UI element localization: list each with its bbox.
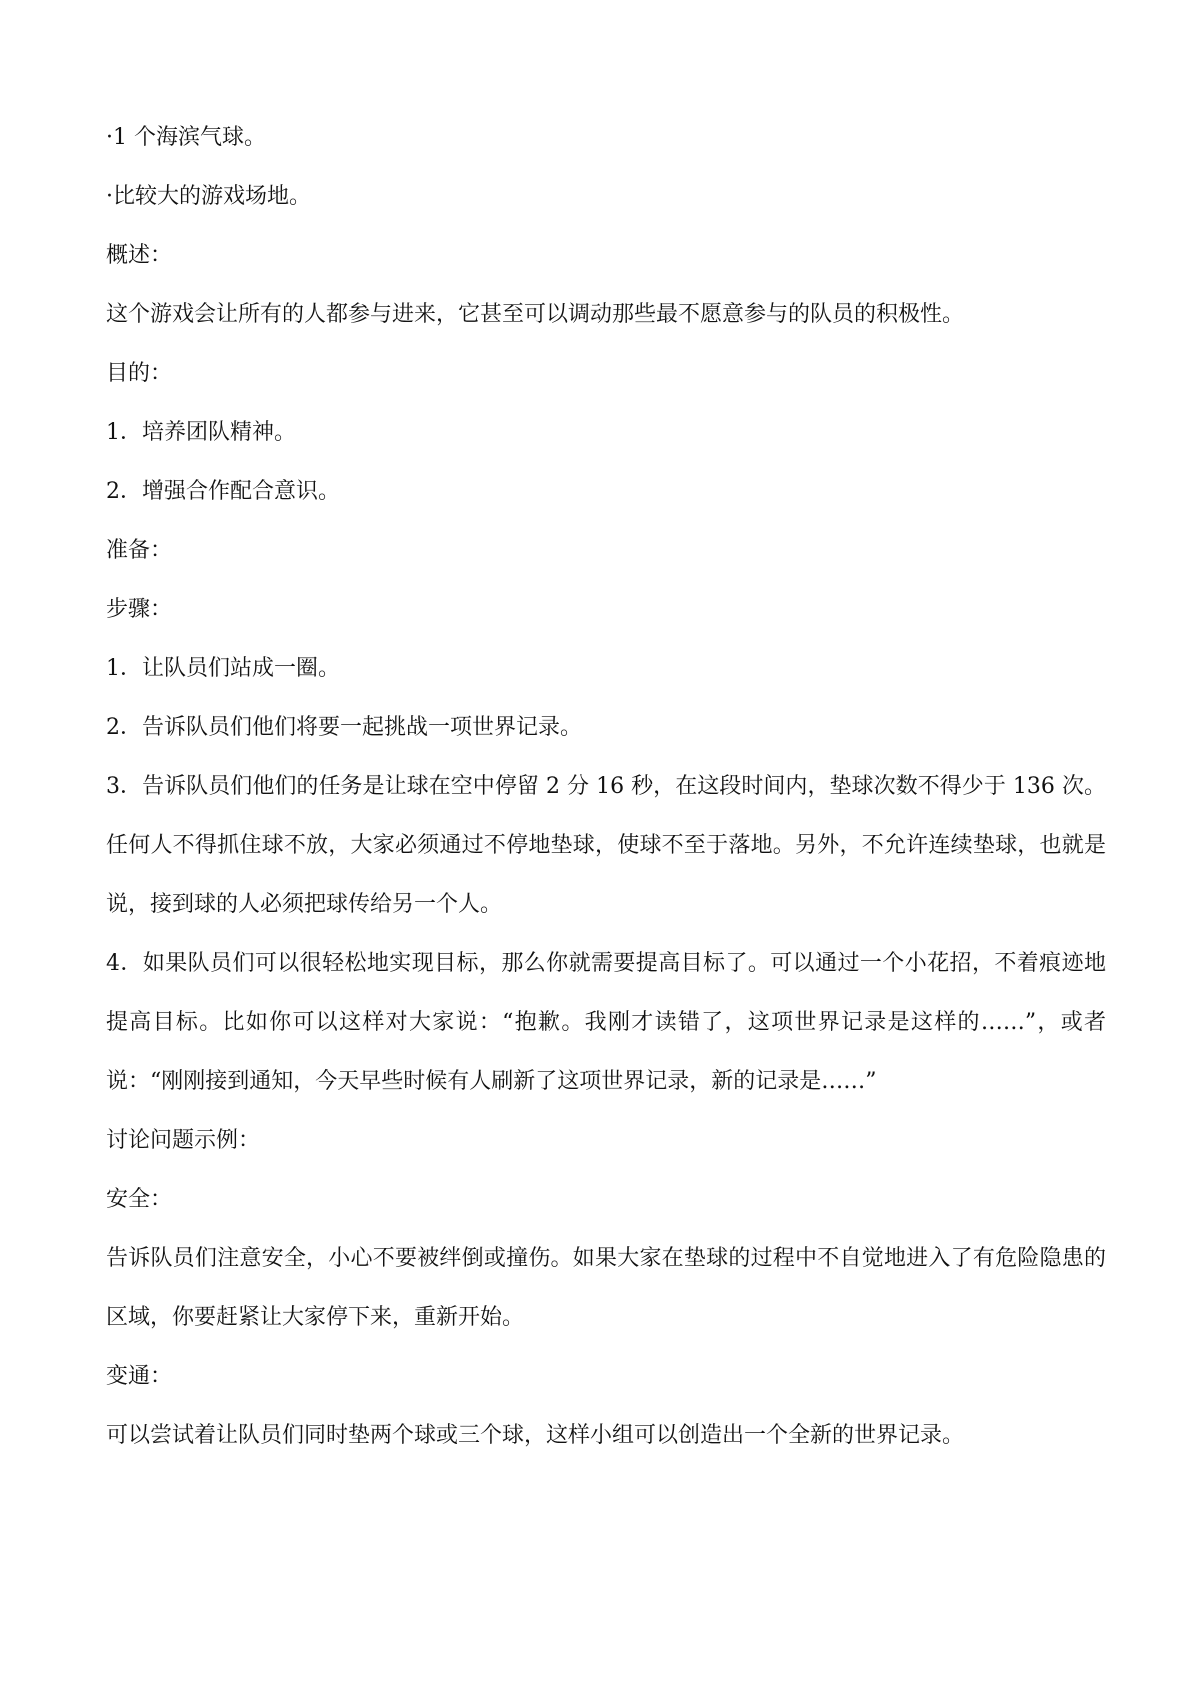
purpose-item-1: 1．培养团队精神。 bbox=[106, 420, 296, 445]
variation-text: 可以尝试着让队员们同时垫两个球或三个球，这样小组可以创造出一个全新的世界记录。 bbox=[106, 1423, 965, 1448]
section-heading-purpose: 目的： bbox=[106, 361, 173, 386]
step-2: 2．告诉队员们他们将要一起挑战一项世界记录。 bbox=[106, 715, 582, 740]
step-4: 4．如果队员们可以很轻松地实现目标，那么你就需要提高目标了。可以通过一个小花招，不着痕迹地提高目标。比如你可以这样对大家说：“抱歉。我刚才读错了，这项世界记录是这样的……”，或者说：“刚刚接到通知，今天早些时候有人刷新了这项世界记录，新的记录是……” bbox=[106, 951, 1106, 1094]
document-page bbox=[106, 108, 1106, 1465]
section-heading-discussion: 讨论问题示例： bbox=[106, 1128, 261, 1153]
section-heading-preparation: 准备： bbox=[106, 538, 173, 563]
overview-text: 这个游戏会让所有的人都参与进来，它甚至可以调动那些最不愿意参与的队员的积极性。 bbox=[106, 302, 965, 327]
section-heading-overview: 概述： bbox=[106, 243, 173, 268]
step-1: 1．让队员们站成一圈。 bbox=[106, 656, 340, 681]
step-3: 3．告诉队员们他们的任务是让球在空中停留 2 分 16 秒，在这段时间内，垫球次数不得少于 136 次。任何人不得抓住球不放，大家必须通过不停地垫球，使球不至于落地。另外，不允许连续垫球，也就是说，接到球的人必须把球传给另一个人。 bbox=[106, 774, 1106, 917]
section-heading-steps: 步骤： bbox=[106, 597, 173, 622]
section-heading-variation: 变通： bbox=[106, 1364, 173, 1389]
material-item-field: ·比较大的游戏场地。 bbox=[106, 184, 311, 209]
material-item-balloon: ·1 个海滨气球。 bbox=[106, 125, 266, 150]
section-heading-safety: 安全： bbox=[106, 1187, 173, 1212]
purpose-item-2: 2．增强合作配合意识。 bbox=[106, 479, 340, 504]
safety-text: 告诉队员们注意安全，小心不要被绊倒或撞伤。如果大家在垫球的过程中不自觉地进入了有危险隐患的区域，你要赶紧让大家停下来，重新开始。 bbox=[106, 1246, 1106, 1330]
